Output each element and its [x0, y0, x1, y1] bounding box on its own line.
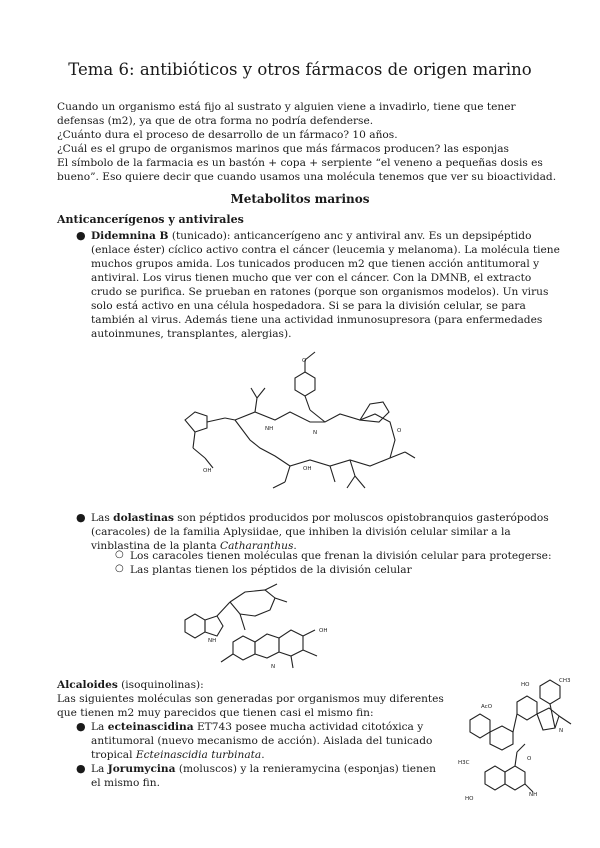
list-item-jorumycina	[91, 762, 436, 790]
atom-o-1: O	[302, 358, 307, 364]
page-title: Tema 6: antibióticos y otros fármacos de origen marino	[68, 60, 532, 79]
alcaloides-intro: Las siguientes moléculas son generadas por organismos muy diferentes que tienen m2 muy parecidos que tienen casi el mismo fin:	[57, 693, 444, 719]
species-ecteinascidia: Ecteinascidia turbinata	[135, 749, 262, 761]
atom-n-1: N	[313, 430, 318, 436]
list-item-didemnina	[91, 229, 561, 341]
atom-nh-3: NH	[529, 792, 538, 798]
term-dolastinas: dolastinas	[113, 512, 174, 524]
atom-ho-2: HO	[465, 796, 474, 802]
ecteinascidin-structure	[455, 672, 585, 807]
term-alcaloides: Alcaloides	[57, 679, 118, 691]
dolastinas-suffix: .	[293, 540, 297, 552]
ect-text: ET743 posee mucha actividad citotóxica y antitumoral (nuevo mecanismo de acción). Aislada del tunicado tropical	[91, 721, 433, 761]
list-item-dolastinas	[91, 511, 561, 553]
intro-paragraph-4: El símbolo de la farmacia es un bastón + copa + serpiente “el veneno a pequeñas dosis es bueno”. Eso quiere decir que cuando usamos una molécula tenemos que ver su bioactividad.	[57, 157, 557, 183]
atom-oh-2: OH	[303, 466, 312, 472]
atom-nh-1: NH	[265, 426, 274, 432]
sub-list-item-2: Las plantas tienen los péptidos de la división celular	[130, 564, 412, 576]
ect-suffix: .	[261, 749, 265, 761]
jor-prefix: La	[91, 763, 108, 775]
bullet-jorumycina: ●	[76, 762, 86, 775]
sub-bullet-2: ○	[115, 563, 124, 574]
ect-prefix: La	[91, 721, 108, 733]
dolastinas-text: son péptidos producidos por moluscos opistobranquios gasterópodos (caracoles) de la familia Aplysiidae, que inhiben la división celular similar a la vinblastina de la planta	[91, 512, 549, 552]
atom-oh-3: OH	[319, 628, 328, 634]
bullet-didemnina: ●	[76, 229, 86, 242]
atom-ho-1: HO	[521, 682, 530, 688]
atom-n-2: N	[271, 664, 276, 670]
species-catharanthus: Catharanthus	[220, 540, 294, 552]
intro-paragraph-2: ¿Cuánto dura el proceso de desarrollo de un fármaco? 10 años.	[57, 129, 398, 141]
atom-o-2: O	[397, 428, 402, 434]
atom-h3c: H3C	[458, 760, 470, 766]
vinblastine-structure	[175, 580, 345, 672]
dolastinas-prefix: Las	[91, 512, 114, 524]
intro-paragraph-1: Cuando un organismo está fijo al sustrato y alguien viene a invadirlo, tiene que tener defensas (m2), ya que de otra forma no podría defenderse.	[57, 101, 516, 127]
didemnina-text: (tunicado): anticancerígeno anc y antiviral anv. Es un depsipéptido (enlace éster) cíclico activo contra el cáncer (leucemia y melanoma). La molécula tiene muchos grupos amida. Los tunicados producen m2 que tienen acción antitumoral y antiviral. Los virus tienen mucho que ver con el cáncer. Con la DMNB, el extracto crudo se purifica. Se prueban en ratones (porque son organismos modelos). Un virus solo está activo en una célula hospedadora. Si se para la división celular, se para también al virus. Además tiene una actividad inmunosupresora (para enfermedades autoinmunes, transplantes, alergias).	[91, 230, 560, 340]
atom-nh-2: NH	[208, 638, 217, 644]
alcaloides-heading	[57, 678, 457, 692]
sub-list-item-1: Los caracoles tienen moléculas que frenan la división celular para protegerse:	[130, 550, 552, 562]
bullet-ecteinascidina: ●	[76, 720, 86, 733]
sub-bullet-1: ○	[115, 549, 124, 560]
term-jorumycina: Jorumycina	[107, 763, 176, 775]
subsection-heading: Anticancerígenos y antivirales	[57, 213, 244, 226]
atom-n-3: N	[559, 728, 564, 734]
term-ecteinascidina: ecteinascidina	[107, 721, 194, 733]
didemnin-b-structure	[165, 340, 445, 500]
bullet-dolastinas: ●	[76, 511, 86, 524]
list-item-ecteinascidina	[91, 720, 456, 762]
atom-o-3: O	[527, 756, 532, 762]
atom-oh-1: OH	[203, 468, 212, 474]
atom-ch3-1: CH3	[559, 678, 571, 684]
atom-aco: AcO	[481, 704, 493, 710]
intro-paragraph-3: ¿Cuál es el grupo de organismos marinos que más fármacos producen? las esponjas	[57, 143, 509, 155]
section-heading: Metabolitos marinos	[230, 192, 370, 206]
alcaloides-suffix: (isoquinolinas):	[117, 679, 204, 691]
jor-text: (moluscos) y la renieramycina (esponjas) tienen el mismo fin.	[91, 763, 436, 789]
term-didemnina: Didemnina B	[91, 230, 169, 242]
